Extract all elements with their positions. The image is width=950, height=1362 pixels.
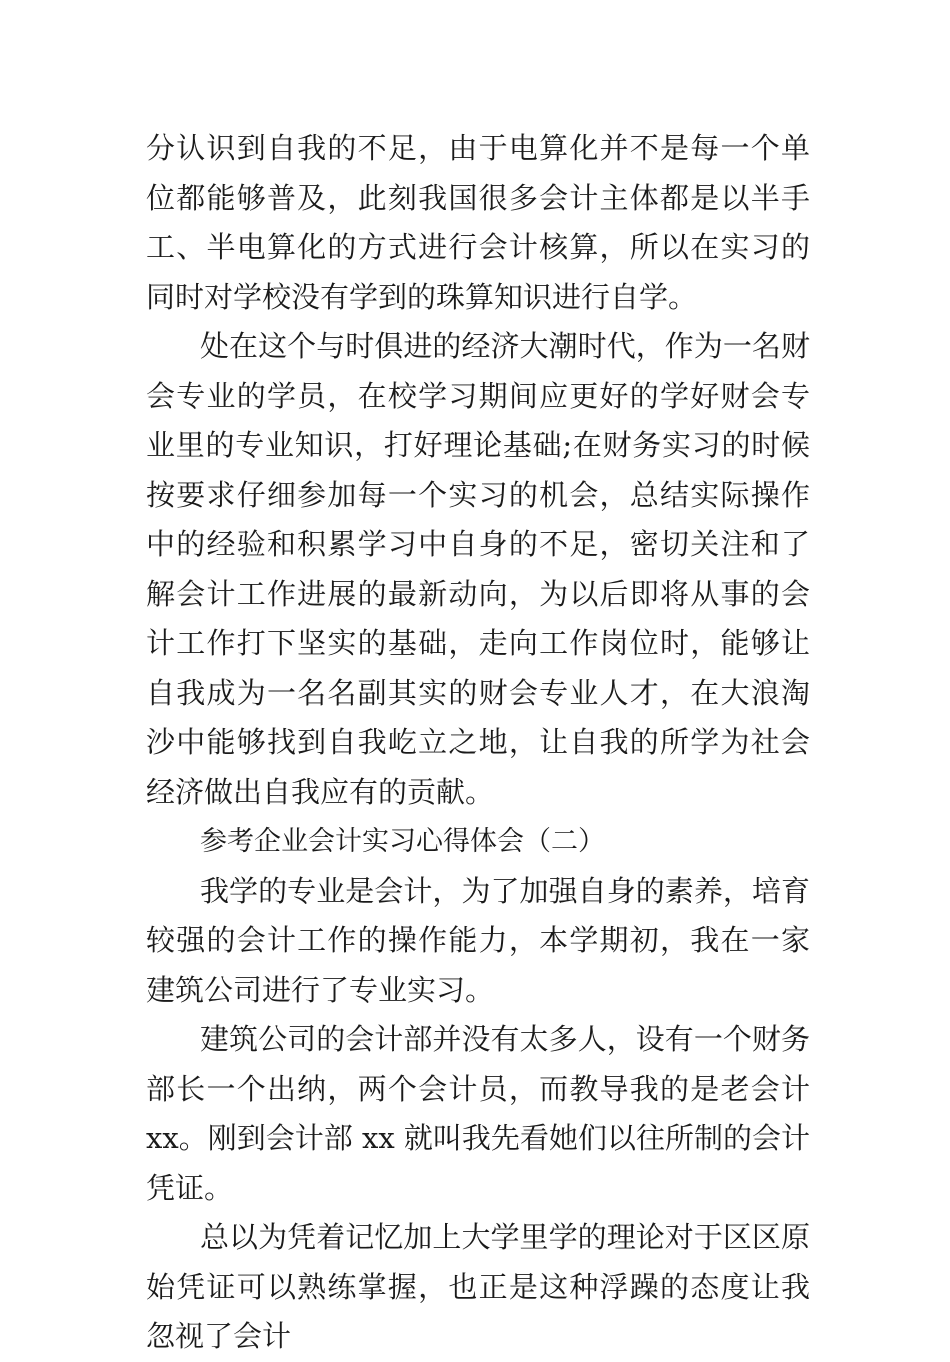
paragraph-major-intro: 我学的专业是会计，为了加强自身的素养，培育较强的会计工作的操作能力，本学期初，我在一家建筑公司进行了专业实习。 [146,873,810,1007]
paragraph-accounting-department: 建筑公司的会计部并没有太多人，设有一个财务部长一个出纳，两个会计员，而教导我的是老会计 xx。刚到会计部 xx 就叫我先看她们以往所制的会计凭证。 [146,1022,810,1205]
paragraph-continued: 分认识到自我的不足，由于电算化并不是每一个单位都能够普及，此刻我国很多会计主体都是以半手工、半电算化的方式进行会计核算，所以在实习的同时对学校没有学到的珠算知识进行自学。 [146,131,810,314]
document-body [146,124,810,1362]
paragraph-original-vouchers: 总以为凭着记忆加上大学里学的理论对于区区原始凭证可以熟练掌握，也正是这种浮躁的态度让我忽视了会计 [146,1220,810,1353]
section-heading: 参考企业会计实习心得体会（二） [200,826,605,857]
paragraph-era-reflection: 处在这个与时俱进的经济大潮时代，作为一名财会专业的学员，在校学习期间应更好的学好财会专业里的专业知识，打好理论基础;在财务实习的时候按要求仔细参加每一个实习的机会，总结实际操作中的经验和积累学习中自身的不足，密切关注和了解会计工作进展的最新动向，为以后即将从事的会计工作打下坚实的基础，走向工作岗位时，能够让自我成为一名名副其实的财会专业人才，在大浪淘沙中能够找到自我屹立之地，让自我的所学为社会经济做出自我应有的贡献。 [146,329,810,809]
